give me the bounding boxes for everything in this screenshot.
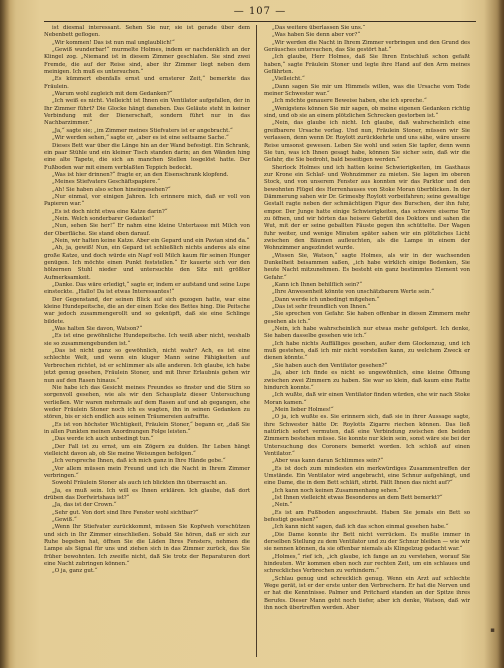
paragraph: „Was halten Sie davon, Watson?“ [52, 326, 143, 333]
paragraph: „Ich wußte, daß wir einen Ventilator finden würden, ehe wir nach Stoke Moran kamen.“ [264, 392, 470, 406]
paragraph: „Warum wohl zugleich mit dem Gedanken?“ [52, 91, 173, 98]
paragraph: Sherlock Holmes und ich hatten keine Schwierigkeiten, im Gasthaus zur Krone ein Schlaf- und Wohnzimmer zu mieten. Sie lagen im oberen Stock, und von unserem Fenster aus konnten wir das Parktor und den bewohnten Flügel des Herrenhauses von Stoke Moran überblicken. In der Dämmerung sahen wir Dr. Grimesby Roylott vorbeifahren; seine gewaltige Gestalt ragte neben der schmächtigen Figur des Burschen, der ihn fuhr, empor. Der Junge hatte einige Schwierigkeiten, das schwere eiserne Tor zu öffnen, und wir hörten das heisere Gebrüll des Doktors und sahen die Wut, mit der er seine geballten Fäuste gegen ihn schüttelte. Der Wagen fuhr weiter, und wenige Minuten später sahen wir ein plötzliches Licht zwischen den Bäumen aufleuchten, als die Lampe in einem der Wohnzimmer angezündet wurde. [264, 164, 470, 252]
paragraph: „Mein lieber Holmes!“ [272, 406, 334, 413]
paragraph: „Es ist doch zum mindesten ein merkwürdiges Zusammentreffen der Umstände. Ein Ventilator wird angebracht, eine Schnur aufgehängt, und eine Dame, die in dem Bett schläft, stirbt. Fällt Ihnen das nicht auf?“ [264, 465, 470, 487]
paragraph: „Wir kommen! Das ist nun mal unglaublich!“ [52, 39, 175, 46]
paragraph: Nie habe ich das Gesicht meines Freundes so finster und die Stirn so sorgenvoll gesehen, wie als wir den Schauplatz dieser Untersuchung verließen. Wir waren mehrmals auf dem Rasen auf und ab gegangen, ehe weder Fräulein Stoner noch ich es wagten, ihn in seinen Gedanken zu stören, bis er sich endlich aus seinen Träumereien aufraffte. [44, 384, 250, 421]
paragraph: „O ja, ganz gut.“ [52, 568, 98, 575]
book-page [44, 6, 476, 658]
paragraph: „Ja, aber ich finde es nicht so ungewöhnlich, eine kleine Öffnung zwischen zwei Zimmern zu haben. Sie war so klein, daß kaum eine Ratte hindurch konnte.“ [264, 370, 470, 391]
paragraph: „Nein, wir halten keine Katze. Aber ein Gepard und ein Pavian sind da.“ [52, 237, 250, 244]
paragraph: „Der Fall ist zu ernst, um ein Zögern zu dulden. Ihr Leben hängt vielleicht davon ab, ob Sie meine Weisungen befolgen.“ [44, 443, 250, 457]
paragraph: „Ihre Anwesenheit könnte von unschätzbarem Werte sein.“ [272, 289, 434, 296]
paragraph: ist diesmal interessant. Sehen Sie nur, sie ist gerade über dem Nebenbett geflogen. [44, 25, 250, 39]
paragraph: „Nun, sehen Sie her!“ Er nahm eine kleine Untertasse mit Milch von der Oberfläche. Sie stand oben darauf. [44, 223, 250, 237]
paragraph: „Das weitere überlassen Sie uns.“ [272, 25, 366, 31]
paragraph: „Das ist nicht ganz so gewöhnlich, nicht wahr? Ach, es ist eine schlechte Welt, und wenn ein kluger Mann seine Fähigkeiten auf Verbrechen richtet, ist er schlimmer als alle anderen. Ich glaube, ich habe jetzt genug gesehen, Fräulein Stoner, und mit Ihrer Erlaubnis gehen wir nun auf den Rasen hinaus.“ [44, 348, 250, 384]
page-edge [498, 0, 504, 668]
paragraph: „Ich kann nicht sagen, daß ich das schon einmal gesehen habe.“ [272, 524, 449, 531]
paragraph: „Es ist eine gewöhnliche Hundepeitsche. Ich weiß aber nicht, weshalb sie so zusammengebunden ist.“ [44, 333, 250, 347]
paragraph: „Sie haben auch den Ventilator gesehen?“ [272, 362, 388, 369]
paragraph: „Wenn Ihr Stiefvater zurückkommt, müssen Sie Kopfweh vorschützen und sich in Ihr Zimmer einschließen. Sobald Sie hören, daß er sich zur Ruhe begeben hat, öffnen Sie die Läden Ihres Fensters, nehmen die Lampe als Signal für uns und ziehen sich in das Zimmer zurück, das Sie früher bewohnten. Ich zweifle nicht, daß Sie trotz der Reparaturen dort eine Nacht zubringen können.“ [44, 524, 250, 568]
paragraph: Sowohl Fräulein Stoner als auch ich blickten ihn überrascht an. [52, 480, 227, 487]
paragraph: „Es ist von höchster Wichtigkeit, Fräulein Stoner,“ begann er, „daß Sie in allen Punkten meinen Anordnungen Folge leisten.“ [44, 421, 250, 435]
binding-shadow [0, 0, 10, 668]
paragraph: „Ah! Sie haben also schon hineingesehen?“ [52, 186, 171, 193]
paragraph: „Dann werde ich unbedingt mitgehen.“ [272, 296, 380, 303]
paragraph: „Die Dame konnte ihr Bett nicht verrücken. Es mußte immer in derselben Stellung zu dem Ventilator und zu der Schnur bleiben — wie wir sie nennen können, da sie offenbar niemals als Klingelzug gedacht war.“ [264, 531, 470, 553]
paragraph: „Das werde ich auch unbedingt tun.“ [52, 436, 154, 443]
paragraph: „Sehr gut. Von dort sind Ihre Fenster wohl sichtbar?“ [52, 509, 199, 516]
paragraph: Der Gegenstand, der seinen Blick auf sich gezogen hatte, war eine kleine Hundepeitsche, die an der einen Ecke des Bettes hing. Die Peitsche war jedoch zusammengerollt und so geknüpft, daß sie eine Schlinge bildete. [44, 296, 250, 325]
paragraph: „Es ist am Fußboden angeschraubt. Haben Sie jemals ein Bett so befestigt gesehen?“ [264, 509, 470, 524]
paragraph: Dieses Bett war über die Länge hin an der Wand befestigt. Ein Schrank, ein paar Stühle und ein kleiner Tisch standen darin; an den Wänden hing eine alte Tapete, die sich an manchen Stellen losgelöst hatte. Der Fußboden war mit einem verblaßten Teppich bedeckt. [44, 142, 250, 171]
margin-mark: ▪ [490, 626, 495, 634]
paragraph: „Es kümmert ebenfalls ernst und ernsterer Zeit,“ bemerkte das Fräulein. [44, 76, 250, 90]
column-divider [256, 25, 257, 657]
paragraph: „Was ist hier drinnen?“ fragte er, an den Eisenschrank klopfend. [52, 171, 229, 178]
paragraph: „Ja,“ sagte sie; „im Zimmer meines Stiefvaters ist er angebracht.“ [52, 127, 233, 134]
paragraph: „Sie sprechen von Gefahr. Sie haben offenbar in diesen Zimmern mehr gesehen als ich.“ [264, 311, 470, 325]
paragraph: „Meines Stiefvaters Geschäftspapiere.“ [52, 179, 160, 186]
paragraph: „Gewiß.“ [52, 517, 77, 524]
paragraph: „Nein, das glaube ich nicht. Ich glaube, daß wahrscheinlich eine greifbarere Ursache vorlag. Und nun, Fräulein Stoner, müssen wir Sie verlassen, denn wenn Dr. Roylott zurückkehrte und uns sähe, wäre unsere Reise umsonst gewesen. Leben Sie wohl und seien Sie tapfer, denn wenn Sie tun, was ich Ihnen gesagt habe, können Sie sicher sein, daß wir die Gefahr, die Sie bedroht, bald beseitigen werden.“ [264, 120, 470, 164]
paragraph: „Ich kann noch keinen Zusammenhang sehen.“ [272, 487, 402, 494]
header-rule [44, 21, 476, 22]
paragraph: „Ich verspreche Ihnen, daß ich mich ganz in Ihre Hände gebe.“ [52, 458, 226, 465]
paragraph: „Danke. Das wäre erledigt,“ sagte er, indem er aufstand und seine Lupe einsteckte. „Hallo! Da ist etwas Interessantes!“ [44, 282, 250, 296]
text-columns [44, 25, 476, 657]
paragraph: „Vor allem müssen mein Freund und ich die Nacht in Ihrem Zimmer verbringen.“ [44, 465, 250, 479]
page-header [44, 6, 476, 22]
paragraph: „Vielleicht.“ [272, 76, 305, 83]
paragraph: „Aber was kann daran Schlimmes sein?“ [272, 458, 384, 465]
right-column [264, 25, 470, 657]
paragraph: „Holmes,“ rief ich, „ich glaube, ich fange an zu verstehen, worauf Sie hindeuten. Wir kommen eben noch zur rechten Zeit, um ein schlaues und schreckliches Verbrechen zu verhindern.“ [264, 553, 470, 575]
paragraph: „Kann ich Ihnen behilflich sein?“ [272, 282, 362, 289]
paragraph: „Nein. Welch sonderbarer Gedanke!“ [52, 215, 154, 222]
page-number: — 107 — [233, 6, 287, 17]
paragraph: „Ah, ja, gewiß! Nun, ein Gepard ist schließlich nichts anderes als eine große Katze, und doch würde ein Napf voll Milch kaum für seinen Hunger genügen. Ich möchte einen Punkt feststellen.“ Er kauerte sich vor den hölzernen Stuhl nieder und untersuchte den Sitz mit größter Aufmerksamkeit. [44, 245, 250, 281]
paragraph: „Ich möchte genauere Beweise haben, ehe ich spreche.“ [272, 98, 427, 105]
paragraph: „Was haben Sie denn aber vor?“ [272, 32, 361, 39]
paragraph: „Ist Ihnen vielleicht etwas Besonderes an dem Bett bemerkt?“ [272, 495, 443, 501]
paragraph: „Ja, das ist der Crown.“ [52, 502, 117, 509]
paragraph: „Es ist doch nicht etwa eine Katze darin?“ [52, 208, 168, 215]
paragraph: „Wissen Sie, Watson,“ sagte Holmes, als wir in der wachsenden Dunkelheit beisammen saßen, „ich habe wirklich einige Bedenken, Sie heute Nacht mitzunehmen. Es besteht ein ganz bestimmtes Element von Gefahr.“ [264, 252, 470, 281]
paragraph: „Schlau genug und schrecklich genug. Wenn ein Arzt auf schlechte Wege gerät, ist er der erste unter den Verbrechern. Er hat die Nerven und er hat die Kenntnisse. Palmer und Pritchard standen an der Spitze ihres Berufes. Dieser Mann geht noch tiefer, aber ich denke, Watson, daß wir ihn noch übertreffen werden. Aber [264, 575, 470, 612]
paragraph: „Wenigstens können Sie mir sagen, ob meine eigenen Gedanken richtig sind, und ob sie an einem plötzlichen Schrecken gestorben ist.“ [264, 105, 470, 120]
paragraph: „O ja, ich wußte es. Sie erinnern sich, daß sie in ihrer Aussage sagte, ihre Schwester hätte Dr. Roylotts Zigarre riechen können. Das ließ natürlich sofort vermuten, daß eine Verbindung zwischen den beiden Zimmern bestehen müsse. Sie konnte nur klein sein, sonst wäre sie bei der Untersuchung des Coroners bemerkt worden. Ich schloß auf einen Ventilator.“ [264, 414, 470, 457]
left-column [44, 25, 250, 657]
paragraph: „Wir werden die Nacht in Ihrem Zimmer verbringen und den Grund des Geräusches untersuchen, das Sie gestört hat.“ [264, 39, 470, 54]
paragraph: „Das ist sehr freundlich von Ihnen.“ [272, 304, 371, 311]
paragraph: „Nein.“ [272, 502, 293, 509]
paragraph: „Ich glaube, Herr Holmes, daß Sie Ihren Entschluß schon gefaßt haben,“ sagte Fräulein Stoner und legte ihre Hand auf den Arm meines Gefährten. [264, 54, 470, 76]
paragraph: „Ich habe nichts Auffälliges gesehen, außer dem Glockenzug, und ich muß gestehen, daß ich mir nicht vorstellen kann, zu welchem Zweck er dienen könnte.“ [264, 340, 470, 362]
paragraph: „Nur einmal, vor einigen Jahren. Ich erinnere mich, daß er voll von Papieren war.“ [44, 193, 250, 208]
paragraph: „Wir werden sehen,“ sagte er, „aber es ist eine seltsame Sache.“ [52, 135, 229, 142]
paragraph: „Ja, es muß sein. Ich will es Ihnen erklären. Ich glaube, daß dort drüben das Dorfwirtshaus ist?“ [44, 487, 250, 501]
paragraph: „Dann sagen Sie mir um Himmels willen, was die Ursache vom Tode meiner Schwester war.“ [264, 83, 470, 98]
paragraph: „Ich weiß es nicht. Vielleicht ist Ihnen ein Ventilator aufgefallen, der in Ihr Zimmer führt? Die Glocke hängt daneben. Das Geläute steht in keiner Verbindung mit der Dienerschaft, sondern führt nur in das Nachbarzimmer.“ [44, 98, 250, 127]
paragraph: „Gewiß wunderbar!“ murmelte Holmes, indem er nachdenklich an der Klingel zog. „Niemand ist in diesem Zimmer geschlafen. Sie sind zwei Fremde, die auf der Reise sind, aber ihr Zimmer liegt neben dem meinigen. Ich muß es untersuchen.“ [44, 47, 250, 76]
paragraph: „Nein, ich habe wahrscheinlich nur etwas mehr gefolgert. Ich denke, Sie haben dasselbe gesehen wie ich.“ [264, 326, 470, 340]
